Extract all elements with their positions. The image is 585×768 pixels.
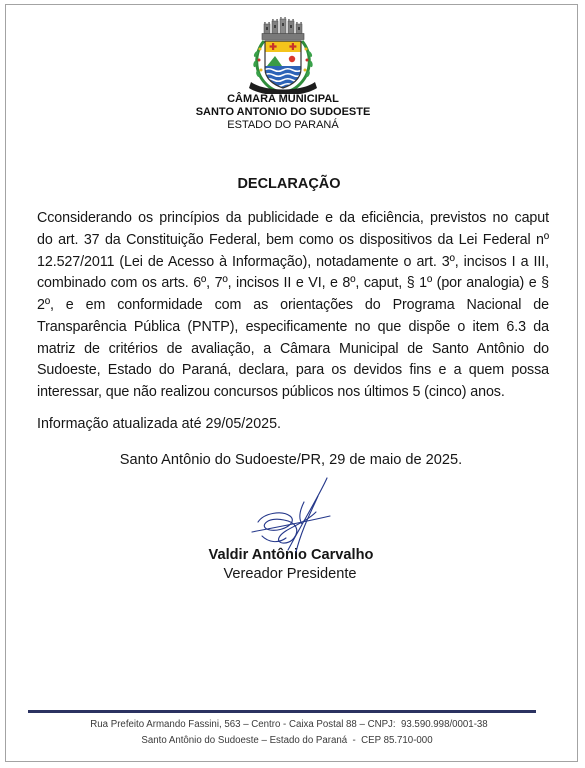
body-line: Cconsiderando os princípios da publicidade e da eficiência, previstos no caput: [37, 210, 549, 226]
body-line: 12.527/2011 (Lei de Acesso à Informação), notadamente o art. 3º, incisos I a III,: [37, 253, 549, 270]
document-title: DECLARAÇÃO: [237, 176, 341, 192]
crest-shield: [264, 40, 302, 90]
body-line: combinado com os arts. 6º, 7º, incisos II e VI, e 8º, caput, § 1º (por analogia) e §: [37, 275, 549, 292]
footer-address: Rua Prefeito Armando Fassini, 563 – Centro - Caixa Postal 88 – CNPJ: 93.590.998/0001-38: [90, 719, 488, 730]
declaration-body: [37, 208, 549, 404]
body-line: matriz de critérios de avaliação, a Câmara Municipal de Santo Antônio do: [37, 340, 549, 357]
institution-name: CÂMARA MUNICIPAL: [227, 93, 339, 105]
footer-city: Santo Antônio do Sudoeste – Estado do Paraná - CEP 85.710-000: [141, 735, 433, 746]
signatory-name: Valdir Antônio Carvalho: [208, 547, 374, 563]
signatory-role: Vereador Presidente: [223, 566, 357, 582]
letterhead: [183, 93, 383, 132]
handwritten-signature: [244, 472, 336, 562]
updated-note: Informação atualizada até 29/05/2025.: [37, 416, 282, 432]
body-line: do art. 37 da Constituição Federal, bem como os dispositivos da Lei Federal nº: [37, 231, 549, 248]
footer-rule: [28, 710, 536, 713]
state-name: ESTADO DO PARANÁ: [227, 119, 339, 131]
municipality-name: SANTO ANTONIO DO SUDOESTE: [195, 106, 371, 118]
coat-of-arms: [244, 14, 322, 94]
crest-crown: [262, 17, 304, 40]
body-line: interessar, que não realizou concursos públicos nos últimos 5 (cinco) anos.: [37, 384, 505, 400]
place-and-date: Santo Antônio do Sudoeste/PR, 29 de maio de 2025.: [119, 452, 463, 468]
body-line: Transparência Pública (PNTP), especificamente no que dispõe o item 6.3 da: [37, 318, 549, 335]
body-line: Sudoeste, Estado do Paraná, declara, para os devidos fins e a quem possa: [37, 362, 549, 379]
body-line: 2º, e em conformidade com as orientações do Programa Nacional de: [37, 297, 549, 313]
